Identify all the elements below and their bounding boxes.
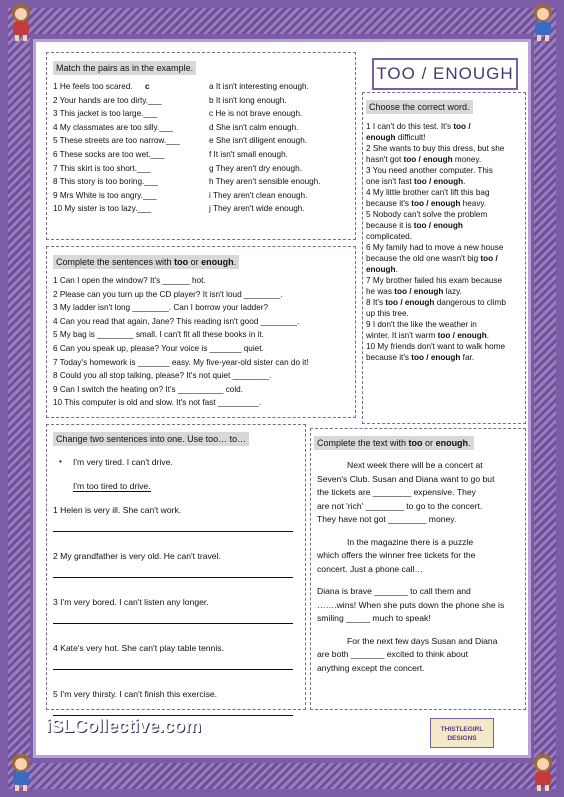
choose-text-after: . <box>463 177 466 186</box>
text-line: concert. Just a phone call… <box>317 563 424 574</box>
border-stripe-bottom <box>8 763 556 789</box>
match-left-item: 9 Mrs White is too angry.___ <box>53 190 157 200</box>
text-exercise <box>310 428 526 710</box>
choose-text: 8 It's <box>366 298 386 307</box>
match-right-item: h They aren't sensible enough. <box>209 177 321 187</box>
sentence-line: 9 Can I switch the heating on? It's __________ cold. <box>53 384 244 394</box>
text-line: They have not got ________ money. <box>317 514 457 524</box>
choose-text: 1 I can't do this test. It's <box>366 122 454 131</box>
change-item: 2 My grandfather is very old. He can't travel. <box>53 551 221 561</box>
choose-text: because it's <box>366 199 412 208</box>
match-right-item: j They aren't wide enough. <box>209 204 305 214</box>
choose-line <box>366 319 522 330</box>
choose-text: 4 My little brother can't lift this bag <box>366 188 490 197</box>
text-line: smiling _____ much to speak! <box>317 613 431 623</box>
match-left-item: 3 This jacket is too large.___ <box>53 109 158 119</box>
choose-option: too / enough <box>411 199 461 208</box>
text-body <box>311 459 525 675</box>
choose-option: too / <box>480 254 498 263</box>
choose-text-after: difficult! <box>395 133 426 142</box>
choose-text: 10 My friends don't want to walk home <box>366 342 505 351</box>
choose-option: too / enough <box>414 177 464 186</box>
border-stripe-left <box>8 8 30 789</box>
choose-text: 6 My family had to move a new house <box>366 243 504 252</box>
choose-option: too / enough <box>385 298 435 307</box>
choose-line <box>366 264 522 275</box>
choose-text: 7 My brother failed his exam because <box>366 276 503 285</box>
text-line: are both _______ excited to think about <box>317 649 468 659</box>
choose-line <box>366 352 522 363</box>
text-line: Next week there will be a concert at <box>347 460 483 470</box>
sentence-line: 8 Could you all stop talking, please? It's not quiet ________. <box>53 371 272 381</box>
choose-line <box>366 242 522 253</box>
sentence-line: 3 My ladder isn't long ________. Can I borrow your ladder? <box>53 303 269 313</box>
choose-text: 2 She wants to buy this dress, but she <box>366 144 505 153</box>
example-bullet: • <box>59 457 62 466</box>
match-right-item: g They aren't dry enough. <box>209 163 302 173</box>
match-example-answer: c <box>145 82 150 91</box>
example-answer: I'm too tired to drive. <box>73 481 151 491</box>
choose-text: because it's <box>366 353 412 362</box>
example-sentence: I'm very tired. I can't drive. <box>73 457 173 467</box>
choose-option: too / enough <box>437 331 487 340</box>
doll-icon <box>526 752 560 792</box>
choose-option: too / enough <box>394 287 444 296</box>
choose-line <box>366 220 522 231</box>
text-line: Diana is brave _______ to call them and <box>317 586 471 596</box>
choose-option: too / enough <box>403 155 453 164</box>
sentence-line: 6 Can you speak up, please? Your voice is _______ quiet. <box>53 344 264 353</box>
match-right-item: c He is not brave enough. <box>209 109 303 119</box>
choose-text: because the old one wasn't big <box>366 254 481 263</box>
text-line: which offers the winner free tickets for the <box>317 550 476 560</box>
choose-text-after: heavy. <box>460 199 487 208</box>
watermark: iSLCollective.com <box>46 716 202 736</box>
change-item: 3 I'm very bored. I can't listen any longer. <box>53 597 209 607</box>
sentence-line: 1 Can I open the window? It's ______ hot. <box>53 276 206 285</box>
change-item: 5 I'm very thirsty. I can't finish this exercise. <box>53 689 218 699</box>
match-right-item: f It isn't small enough. <box>209 150 288 159</box>
border-stripe-top <box>8 8 556 34</box>
choose-line <box>366 253 522 264</box>
change-item: 4 Kate's very hot. She can't play table tennis. <box>53 643 224 653</box>
choose-text-after: . <box>395 265 398 274</box>
choose-text: because it is <box>366 221 414 230</box>
choose-text: 5 Nobody can't solve the problem <box>366 210 488 219</box>
choose-option: too / enough <box>411 353 461 362</box>
choose-heading: Choose the correct word. <box>366 100 473 114</box>
thistlegirl-logo: THISTLEGIRL DESIGNS <box>430 718 494 748</box>
match-right-item: i They aren't clean enough. <box>209 190 308 200</box>
text-heading: Complete the text with too or enough. <box>314 436 474 450</box>
answer-line <box>53 623 293 624</box>
choose-lines <box>363 121 525 363</box>
choose-text: 3 You need another computer. This <box>366 166 493 175</box>
choose-text: 9 I don't the like the weather in <box>366 320 477 329</box>
text-line: anything except the concert. <box>317 662 425 673</box>
choose-text: complicated. <box>366 232 412 241</box>
answer-line <box>53 669 293 670</box>
choose-option: too / enough <box>413 221 463 230</box>
change-exercise <box>46 424 306 710</box>
change-item: 1 Helen is very ill. She can't work. <box>53 505 182 515</box>
sentence-line: 10 This computer is old and slow. It's not fast _________. <box>53 398 262 408</box>
choose-text-after: . <box>486 331 490 340</box>
choose-line <box>366 121 522 132</box>
choose-option: enough <box>366 265 396 274</box>
choose-line <box>366 132 522 143</box>
choose-text-after: money. <box>452 155 482 164</box>
choose-line <box>366 341 522 352</box>
match-exercise <box>46 52 356 240</box>
text-line: the tickets are ________ expensive. They <box>317 487 476 497</box>
choose-line <box>366 330 522 341</box>
sentence-line: 5 My bag is ________ small. I can't fit all these books in it. <box>53 330 264 340</box>
choose-text-after: dangerous to climb <box>434 298 506 307</box>
match-right-item: b It isn't long enough. <box>209 95 287 105</box>
choose-text: one isn't fast <box>366 177 414 186</box>
answer-line <box>53 577 293 578</box>
doll-icon <box>4 752 38 792</box>
paragraph-gap <box>311 626 525 635</box>
sentence-line: 7 Today's homework is _______ easy. My five-year-old sister can do it! <box>53 357 309 367</box>
choose-line <box>366 165 522 176</box>
choose-text: hasn't got <box>366 155 404 164</box>
choose-line <box>366 297 522 308</box>
complete-exercise <box>46 246 356 418</box>
paragraph-gap <box>311 576 525 585</box>
complete-heading: Complete the sentences with too or enough. <box>53 255 239 269</box>
match-left-item: 5 These streets are too narrow.___ <box>53 136 180 146</box>
sentence-line: 2 Please can you turn up the CD player? It isn't loud ________. <box>53 289 283 299</box>
border-stripe-right <box>534 8 556 789</box>
choose-line <box>366 176 522 187</box>
change-heading: Change two sentences into one. Use too… to… <box>53 432 249 446</box>
match-right-item: a It isn't interesting enough. <box>209 82 309 91</box>
choose-line <box>366 143 522 154</box>
choose-text-after: lazy. <box>443 287 462 296</box>
match-left-item: 7 This skirt is too short.___ <box>53 163 151 173</box>
match-heading: Match the pairs as in the example. <box>53 61 196 75</box>
page-title: TOO / ENOUGH <box>372 58 518 90</box>
choose-text: up this tree. <box>366 309 409 318</box>
doll-icon <box>526 2 560 42</box>
choose-line <box>366 231 522 242</box>
match-left-item: 2 Your hands are too dirty.___ <box>53 95 162 105</box>
text-line: …….wins! When she puts down the phone she is <box>317 599 505 610</box>
choose-option: enough <box>366 133 396 142</box>
match-left-item: 10 My sister is too lazy.___ <box>53 204 152 214</box>
choose-text-after: far. <box>460 353 475 362</box>
text-line: Seven's Club. Susan and Diana want to go but <box>317 473 495 484</box>
choose-line <box>366 275 522 286</box>
sentence-line: 4 Can you read that again, Jane? This reading isn't good ________. <box>53 316 300 326</box>
choose-option: too / <box>453 122 471 131</box>
match-left-item: 4 My classmates are too silly.___ <box>53 122 173 132</box>
choose-text: he was <box>366 287 395 296</box>
choose-line <box>366 209 522 220</box>
choose-line <box>366 187 522 198</box>
match-left-item: 8 This story is too boring.___ <box>53 177 158 187</box>
choose-line <box>366 308 522 319</box>
choose-exercise <box>362 92 526 424</box>
text-line: For the next few days Susan and Diana <box>347 635 498 646</box>
choose-text: winter. It isn't warm <box>366 331 438 340</box>
paragraph-gap <box>311 527 525 536</box>
match-right-item: d She isn't calm enough. <box>209 122 299 132</box>
text-line: are not 'rich' ________ to go to the concert. <box>317 500 483 511</box>
text-line: In the magazine there is a puzzle <box>347 536 474 547</box>
choose-line <box>366 154 522 165</box>
choose-line <box>366 286 522 297</box>
match-left-item: 6 These socks are too wet.___ <box>53 150 165 159</box>
choose-line <box>366 198 522 209</box>
match-right-item: e She isn't diligent enough. <box>209 136 308 146</box>
match-left-item: 1 He feels too scared. <box>53 82 133 91</box>
match-rows <box>47 82 355 232</box>
answer-line <box>53 531 293 532</box>
doll-icon <box>4 2 38 42</box>
